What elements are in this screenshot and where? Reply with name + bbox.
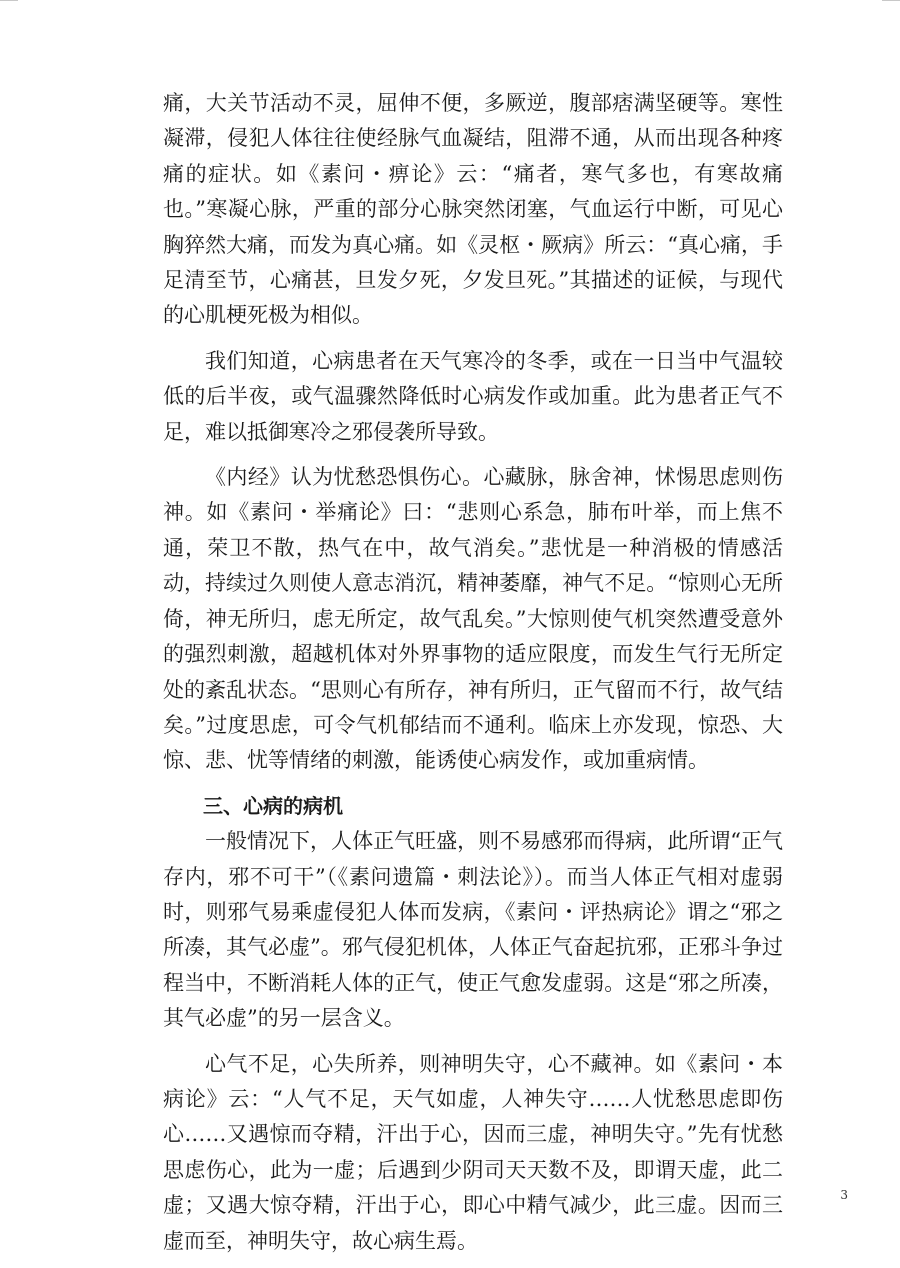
paragraph-winter-onset: 我们知道，心病患者在天气寒冷的冬季，或在一日当中气温较低的后半夜，或气温骤然降低时心病发作或加重。此为患者正气不足，难以抵御寒冷之邪侵袭所导致。: [163, 348, 783, 444]
section-heading: 三、心病的病机: [203, 793, 343, 818]
paragraph-emotions: 《内经》认为忧愁恐惧伤心。心藏脉，脉舍神，怵惕思虑则伤神。如《素问・举痛论》曰：“悲则心系急，肺布叶举，而上焦不通，荣卫不散，热气在中，故气消矣。”悲忧是一种消极的情感活动，持续过久则使人意志消沉，精神萎靡，神气不足。“惊则心无所倚，神无所归，虑无所定，故气乱矣。”大惊则使气机突然遭受意外的强烈刺激，超越机体对外界事物的适应限度，而发生气行无所定处的紊乱状态。“思则心有所存，神有所归，正气留而不行，故气结矣。”过度思虑，可令气机郁结而不通利。临床上亦发现，惊恐、大惊、悲、忧等情绪的刺激，能诱使心病发作，或加重病情。: [163, 465, 783, 773]
paragraph-heart-qi-deficiency: 心气不足，心失所养，则神明失守，心不藏神。如《素问・本病论》云：“人气不足，天气如虚，人神失守……人忧愁思虑即伤心……又遇惊而夺精，汗出于心，因而三虚，神明失守。”先有忧愁思虑伤心，此为一虚；后遇到少阴司天天数不及，即谓天虚，此二虚；又遇大惊夺精，汗出于心，即心中精气减少，此三虚。因而三虚而至，神明失守，故心病生焉。: [163, 1051, 783, 1253]
crop-mark-top-left: [0, 0, 18, 1]
paragraph-continued: 痛，大关节活动不灵，屈伸不便，多厥逆，腹部痞满坚硬等。寒性凝滞，侵犯人体往往使经脉气血凝结，阻滞不通，从而出现各种疼痛的症状。如《素问・痹论》云：“痛者，寒气多也，有寒故痛也。”寒凝心脉，严重的部分心脉突然闭塞，气血运行中断，可见心胸猝然大痛，而发为真心痛。如《灵枢・厥病》所云：“真心痛，手足清至节，心痛甚，旦发夕死，夕发旦死。”其描述的证候，与现代的心肌梗死极为相似。: [163, 91, 783, 328]
paragraph-righteous-qi: 一般情况下，人体正气旺盛，则不易感邪而得病，此所谓“正气存内，邪不可干”（《素问遗篇・刺法论》）。而当人体正气相对虚弱时，则邪气易乘虚侵犯人体而发病，《素问・评热病论》谓之“邪之所凑，其气必虚”。邪气侵犯机体，人体正气奋起抗邪，正邪斗争过程当中，不断消耗人体的正气，使正气愈发虚弱。这是“邪之所凑，其气必虚”的另一层含义。: [163, 829, 783, 1031]
crop-mark-top-right: [882, 0, 900, 1]
page-body: [163, 86, 783, 1259]
page-number: 3: [840, 1188, 848, 1202]
